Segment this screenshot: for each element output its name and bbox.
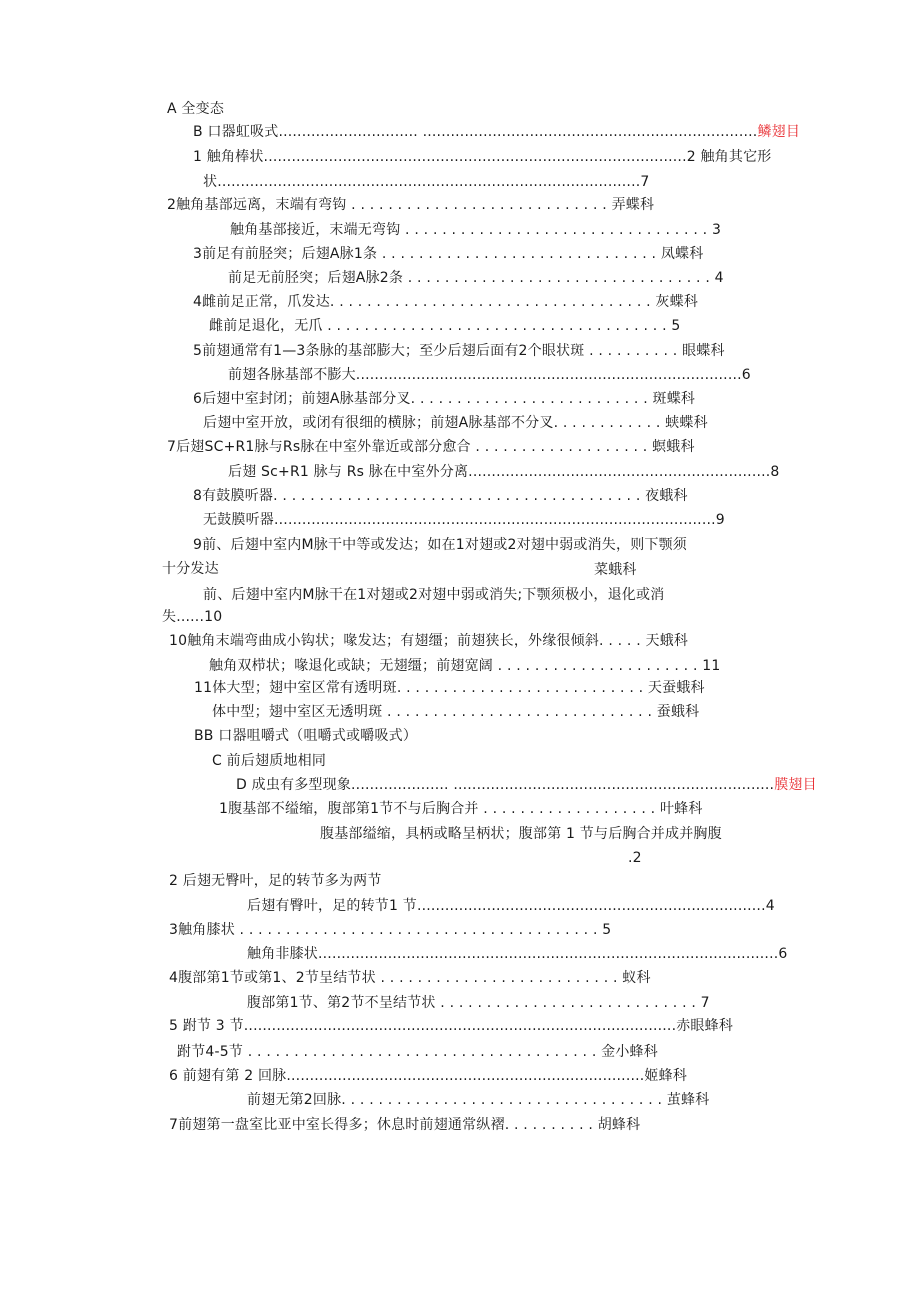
key-line: BB 口器咀嚼式（咀嚼式或嚼吸式）	[194, 728, 418, 744]
key-line: 4腹部第1节或第1、2节呈结节状 . . . . . . . . . . . . . . . . . . . . . . . . . . 蚁科	[169, 970, 651, 986]
key-line: C 前后翅质地相同	[212, 753, 327, 769]
key-line: 前翅无第2回脉. . . . . . . . . . . . . . . . . . . . . . . . . . . . . . . . . . . 茧蜂科	[247, 1092, 710, 1108]
key-line: 无鼓膜听器...............................................................................................9	[203, 512, 725, 528]
key-line: 菜蛾科	[594, 562, 637, 578]
key-line: D 成虫有多型现象..................... .....................................................................膜翅目	[236, 777, 817, 793]
key-line: 2 后翅无臀叶，足的转节多为两节	[169, 873, 382, 889]
key-line: 雌前足退化，无爪 . . . . . . . . . . . . . . . . . . . . . . . . . . . . . . . . . . . . . 5	[209, 318, 681, 334]
key-line: 4雌前足正常，爪发达. . . . . . . . . . . . . . . . . . . . . . . . . . . . . . . . . . . 灰蝶科	[193, 294, 699, 310]
key-line: 后翅中室开放，或闭有很细的横脉；前翅A脉基部不分叉. . . . . . . . . . . . 蛱蝶科	[203, 415, 708, 431]
key-line: 腹部第1节、第2节不呈结节状 . . . . . . . . . . . . . . . . . . . . . . . . . . . . 7	[247, 995, 710, 1011]
key-line: .2	[628, 850, 642, 866]
key-line: 11体大型；翅中室区常有透明斑. . . . . . . . . . . . . . . . . . . . . . . . . . . 天蚕蛾科	[194, 680, 705, 696]
key-line: 腹基部缢缩，具柄或略呈柄状；腹部第 1 节与后胸合并成并胸腹	[320, 826, 722, 842]
key-line: 10触角末端弯曲成小钩状；喙发达；有翅缰；前翅狭长，外缘很倾斜. . . . . 天蛾科	[169, 633, 689, 649]
key-line: 3触角膝状 . . . . . . . . . . . . . . . . . . . . . . . . . . . . . . . . . . . . . . . 5	[169, 922, 612, 938]
key-line: 1腹基部不缢缩，腹部第1节不与后胸合并 . . . . . . . . . . . . . . . . . . . 叶蜂科	[219, 801, 703, 817]
key-line: 后翅 Sc+R1 脉与 Rs 脉在中室外分离.................................................................8	[228, 464, 780, 480]
key-line: 十分发达	[162, 561, 219, 577]
key-line: 6 前翅有第 2 回脉.............................................................................姬蜂科	[169, 1068, 688, 1084]
key-line: 状...........................................................................................7	[203, 174, 650, 190]
key-line: 体中型；翅中室区无透明斑 . . . . . . . . . . . . . . . . . . . . . . . . . . . . . 蚕蛾科	[212, 704, 700, 720]
key-line: 失......10	[162, 609, 223, 625]
order-label: 膜翅目	[774, 777, 817, 793]
key-line: 5前翅通常有1—3条脉的基部膨大；至少后翅后面有2个眼状斑 . . . . . . . . . . 眼蝶科	[193, 343, 725, 359]
key-line: 7前翅第一盘室比亚中室长得多；休息时前翅通常纵褶. . . . . . . . . . 胡蜂科	[169, 1117, 641, 1133]
key-line: 2触角基部远离，末端有弯钩 . . . . . . . . . . . . . . . . . . . . . . . . . . . . 弄蝶科	[167, 197, 655, 213]
key-line: 9前、后翅中室内M脉干中等或发达；如在1对翅或2对翅中弱或消失，则下颚须	[193, 537, 687, 553]
key-line: 触角非膝状...................................................................................................6	[247, 946, 788, 962]
key-line: 前足无前胫突；后翅A脉2条 . . . . . . . . . . . . . . . . . . . . . . . . . . . . . . . . . 4	[228, 270, 724, 286]
key-line: 跗节4-5节 . . . . . . . . . . . . . . . . . . . . . . . . . . . . . . . . . . . . . . 金小蜂科	[177, 1044, 658, 1060]
key-line: 触角基部接近，末端无弯钩 . . . . . . . . . . . . . . . . . . . . . . . . . . . . . . . . . 3	[230, 222, 722, 238]
order-label: 鳞翅目	[757, 124, 801, 140]
key-line: 8有鼓膜听器. . . . . . . . . . . . . . . . . . . . . . . . . . . . . . . . . . . . . . . . 夜蛾科	[193, 488, 688, 504]
key-line: 前翅各脉基部不膨大...................................................................................6	[228, 367, 751, 383]
key-line: 前、后翅中室内M脉干在1对翅或2对翅中弱或消失;下颚须极小，退化或消	[203, 587, 665, 603]
key-line: 3前足有前胫突；后翅A脉1条 . . . . . . . . . . . . . . . . . . . . . . . . . . . . . . 凤蝶科	[193, 246, 704, 262]
key-line: 后翅有臀叶，足的转节1 节...........................................................................4	[247, 898, 775, 914]
key-line: B 口器虹吸式.............................. ........................................................................鳞翅目	[193, 124, 801, 140]
key-line: 7后翅SC+R1脉与Rs脉在中室外靠近或部分愈合 . . . . . . . . . . . . . . . . . . . 螟蛾科	[167, 439, 695, 455]
key-line: 1 触角棒状...........................................................................................2 触角其它形	[193, 149, 772, 165]
key-line: 触角双栉状；喙退化或缺；无翅缰；前翅宽阔 . . . . . . . . . . . . . . . . . . . . . . 11	[209, 658, 721, 674]
key-line: 5 跗节 3 节.............................................................................................赤眼蜂科	[169, 1018, 734, 1034]
key-line: 6后翅中室封闭；前翅A脉基部分叉. . . . . . . . . . . . . . . . . . . . . . . . . . 斑蝶科	[193, 391, 696, 407]
key-line: A 全变态	[167, 101, 225, 117]
